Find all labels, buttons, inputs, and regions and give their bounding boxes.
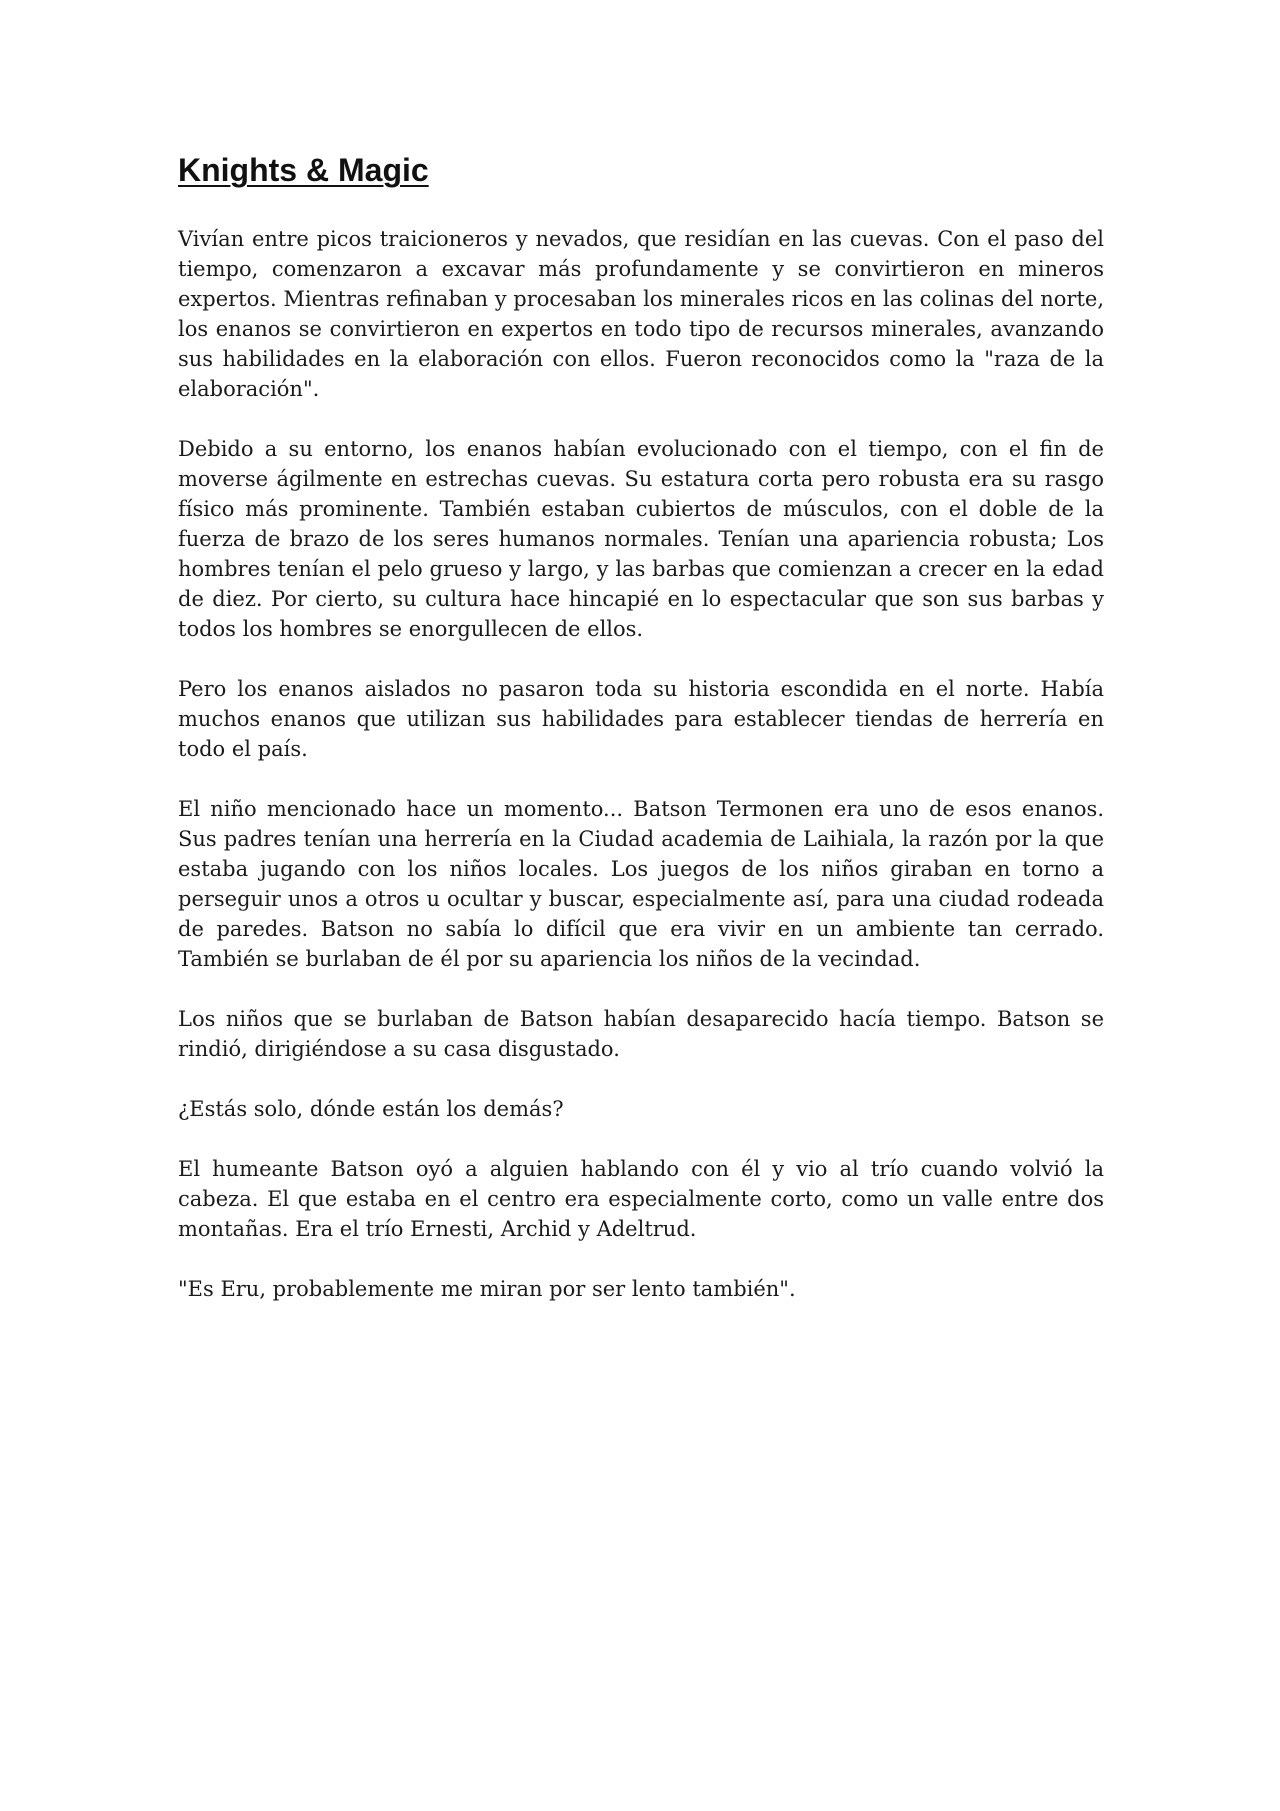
paragraph-8: "Es Eru, probablemente me miran por ser lento también". [178,1277,796,1301]
document-title: Knights & Magic [178,152,429,188]
paragraph-6: ¿Estás solo, dónde están los demás? [178,1097,564,1121]
document-body [178,150,1104,1334]
paragraph-1: Vivían entre picos traicioneros y nevados, que residían en las cuevas. Con el paso del tiempo, comenzaron a excavar más profundamente y se convirtieron en mineros expertos. Mientras refinaban y procesaban los minerales ricos en las colinas del norte, los enanos se convirtieron en expertos en todo tipo de recursos minerales, avanzando sus habilidades en la elaboración con ellos. Fueron reconocidos como la "raza de la elaboración". [178,227,1104,401]
paragraph-2: Debido a su entorno, los enanos habían evolucionado con el tiempo, con el fin de moverse ágilmente en estrechas cuevas. Su estatura corta pero robusta era su rasgo físico más prominente. También estaban cubiertos de músculos, con el doble de la fuerza de brazo de los seres humanos normales. Tenían una apariencia robusta; Los hombres tenían el pelo grueso y largo, y las barbas que comienzan a crecer en la edad de diez. Por cierto, su cultura hace hincapié en lo espectacular que son sus barbas y todos los hombres se enorgullecen de ellos. [178,437,1104,641]
paragraph-3: Pero los enanos aislados no pasaron toda su historia escondida en el norte. Había muchos enanos que utilizan sus habilidades para establecer tiendas de herrería en todo el país. [178,677,1104,761]
paragraph-4: El niño mencionado hace un momento... Batson Termonen era uno de esos enanos. Sus padres tenían una herrería en la Ciudad academia de Laihiala, la razón por la que estaba jugando con los niños locales. Los juegos de los niños giraban en torno a perseguir unos a otros u ocultar y buscar, especialmente así, para una ciudad rodeada de paredes. Batson no sabía lo difícil que era vivir en un ambiente tan cerrado. También se burlaban de él por su apariencia los niños de la vecindad. [178,797,1104,971]
paragraph-5: Los niños que se burlaban de Batson habían desaparecido hacía tiempo. Batson se rindió, dirigiéndose a su casa disgustado. [178,1007,1104,1061]
paragraph-7: El humeante Batson oyó a alguien hablando con él y vio al trío cuando volvió la cabeza. El que estaba en el centro era especialmente corto, como un valle entre dos montañas. Era el trío Ernesti, Archid y Adeltrud. [178,1157,1104,1241]
